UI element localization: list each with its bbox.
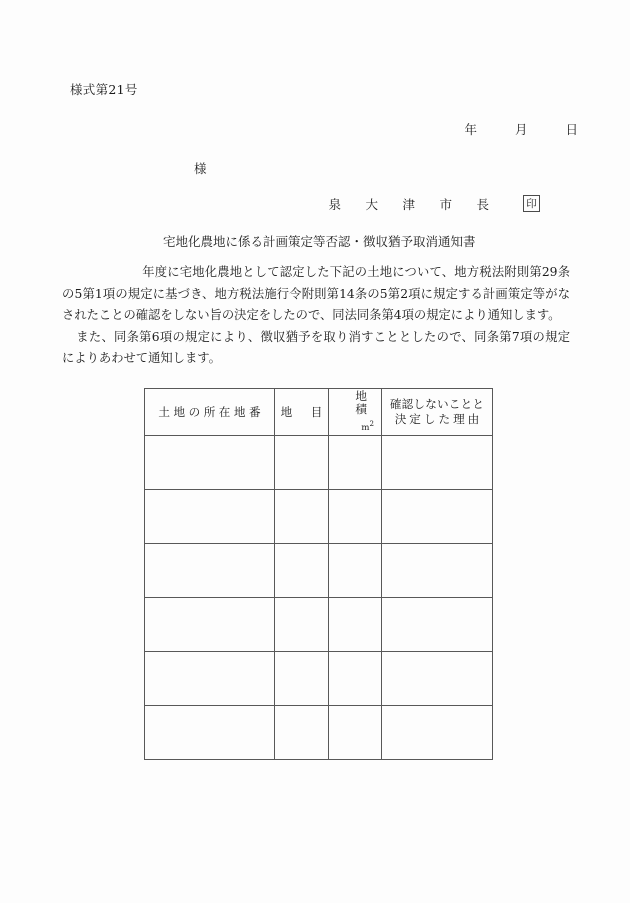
- table-row: [145, 490, 493, 544]
- column-header-reason-line1: 確認しないことと: [389, 396, 485, 411]
- body-paragraph-1: [62, 262, 570, 327]
- cell-category[interactable]: [275, 490, 329, 544]
- cell-category[interactable]: [275, 436, 329, 490]
- table-row: [145, 706, 493, 760]
- page-title: 宅地化農地に係る計画策定等否認・徴収猶予取消通知書: [163, 234, 476, 249]
- cell-locale[interactable]: [145, 544, 275, 598]
- column-header-reason: [382, 389, 493, 436]
- cell-locale[interactable]: [145, 706, 275, 760]
- seal-stamp-box: 印: [523, 195, 540, 212]
- date-month-label: 月: [515, 122, 528, 137]
- column-header-area-unit: $m^2$: [361, 418, 374, 433]
- cell-reason[interactable]: [382, 436, 493, 490]
- column-header-area-label: 地 積: [355, 388, 393, 416]
- body-paragraph-1-text: 年度に宅地化農地として認定した下記の土地について、地方税法附則第29条の5第1項の規定に基づき、地方税法施行令附則第14条の5第2項に規定する計画策定等がなされたことの確認をしない旨の決定をしたので、同法同条第4項の規定により通知します。: [62, 265, 570, 322]
- cell-reason[interactable]: [382, 598, 493, 652]
- cell-reason[interactable]: [382, 652, 493, 706]
- form-number: 様式第21号: [70, 82, 138, 97]
- cell-locale[interactable]: [145, 436, 275, 490]
- date-day-label: 日: [565, 122, 578, 137]
- cell-area[interactable]: [329, 598, 382, 652]
- cell-category[interactable]: [275, 652, 329, 706]
- column-header-category: 地 目: [275, 389, 329, 436]
- column-header-locale: 土地の所在地番: [145, 389, 275, 436]
- table-header: [145, 389, 493, 436]
- date-year-label: 年: [464, 122, 478, 137]
- cell-locale[interactable]: [145, 490, 275, 544]
- land-details-table: [144, 388, 493, 760]
- cell-category[interactable]: [275, 706, 329, 760]
- column-header-area-wrap: [329, 388, 393, 435]
- cell-reason[interactable]: [382, 706, 493, 760]
- table-header-row: [145, 389, 493, 436]
- addressee-suffix: 様: [194, 161, 207, 176]
- cell-reason[interactable]: [382, 490, 493, 544]
- table-row: [145, 598, 493, 652]
- cell-area[interactable]: [329, 544, 382, 598]
- cell-area[interactable]: [329, 436, 382, 490]
- cell-area[interactable]: [329, 706, 382, 760]
- body-text: [62, 262, 570, 370]
- body-paragraph-2-text: また、同条第6項の規定により、徴収猶予を取り消すこととしたので、同条第7項の規定によりあわせて通知します。: [62, 329, 570, 365]
- cell-reason[interactable]: [382, 544, 493, 598]
- cell-category[interactable]: [275, 544, 329, 598]
- column-header-area: [329, 388, 393, 436]
- body-paragraph-2: [62, 327, 570, 370]
- issuer-line: [0, 195, 540, 213]
- issuer-name: 泉 大 津 市 長: [328, 197, 495, 212]
- table-body: [145, 436, 493, 760]
- cell-locale[interactable]: [145, 652, 275, 706]
- cell-area[interactable]: [329, 490, 382, 544]
- cell-category[interactable]: [275, 598, 329, 652]
- cell-area[interactable]: [329, 652, 382, 706]
- table-row: [145, 436, 493, 490]
- table-row: [145, 544, 493, 598]
- cell-locale[interactable]: [145, 598, 275, 652]
- date-line: [0, 120, 578, 138]
- table-row: [145, 652, 493, 706]
- column-header-reason-line2: 決定した理由: [394, 412, 483, 426]
